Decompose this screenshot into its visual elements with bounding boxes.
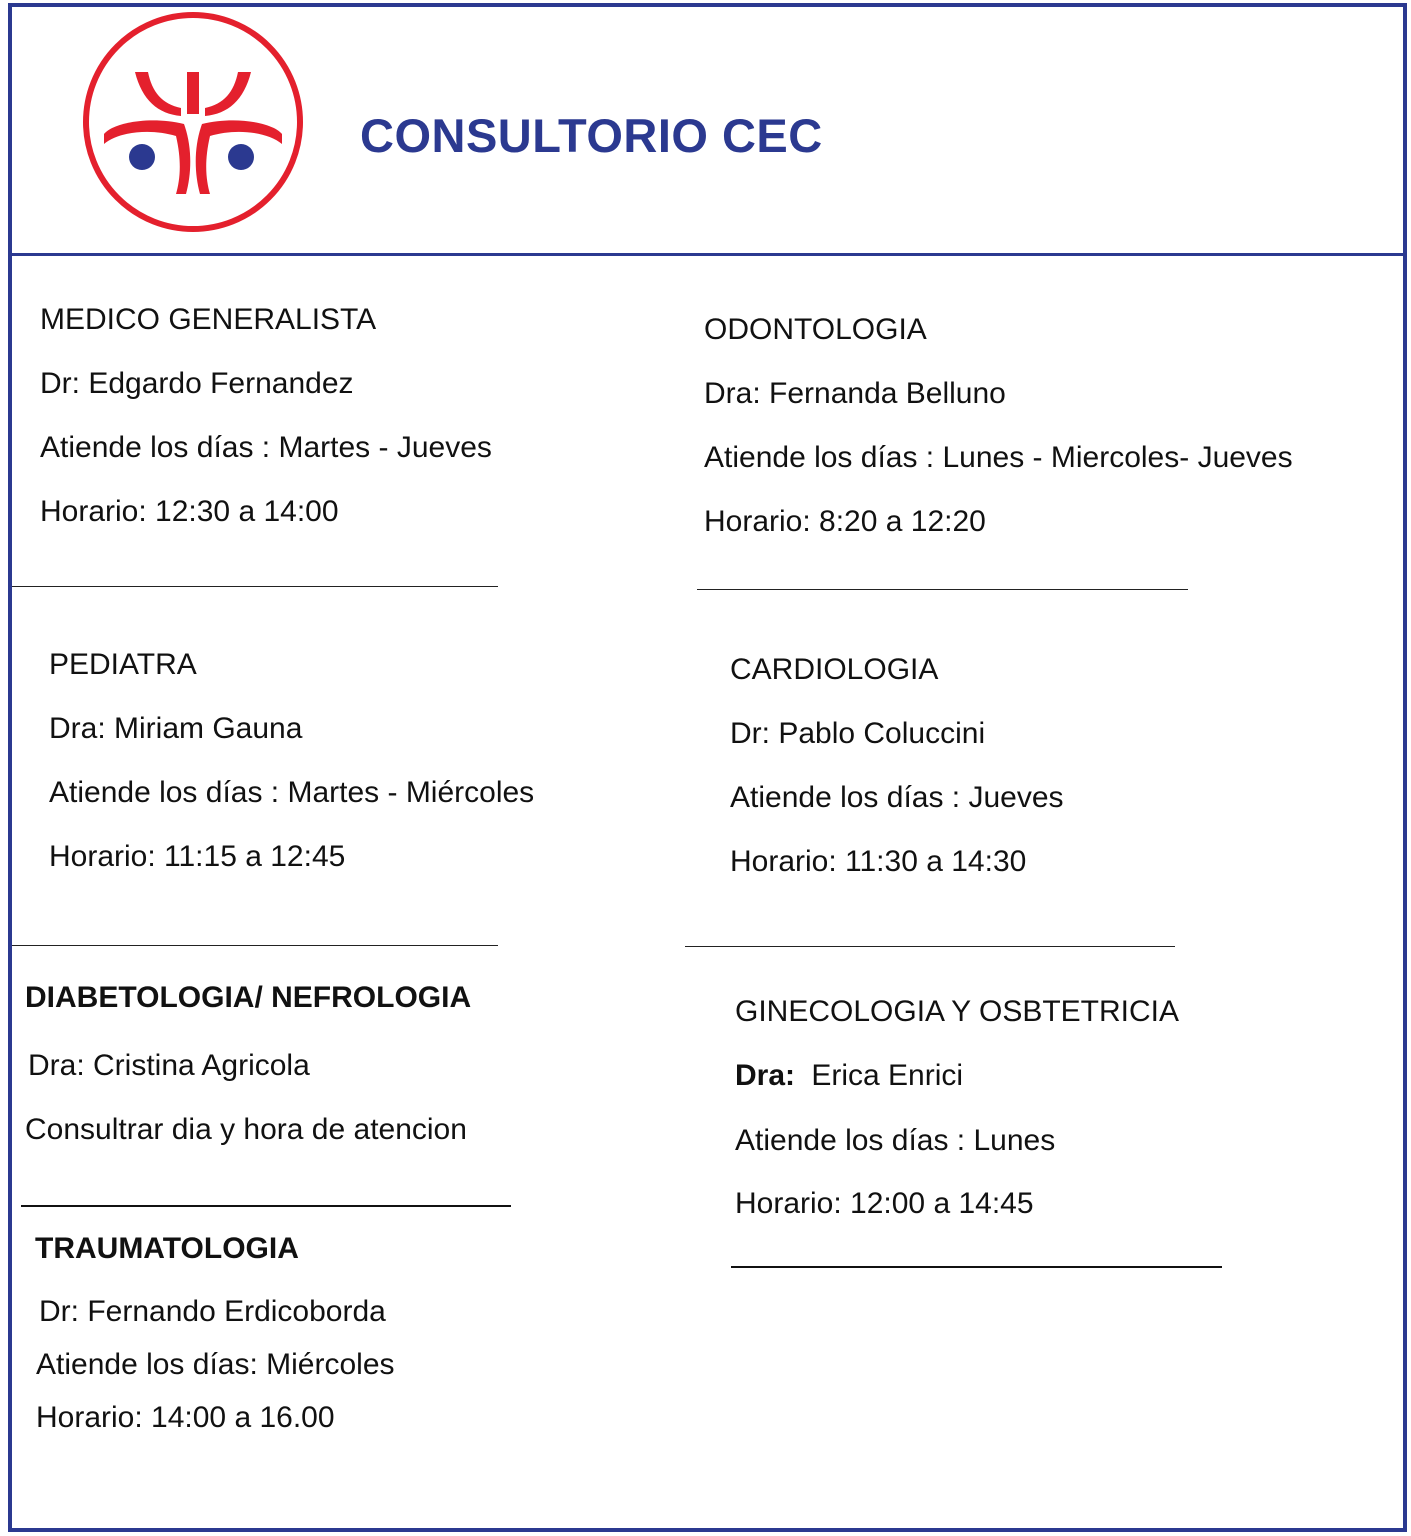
specialty-heading: MEDICO GENERALISTA bbox=[40, 303, 377, 336]
specialty-diabetologia-nefrologia bbox=[25, 981, 472, 1146]
section-divider bbox=[697, 589, 1188, 590]
doctor-name: Dra: Cristina Agricola bbox=[28, 1049, 310, 1082]
attention-days: Atiende los días : Martes - Miércoles bbox=[49, 776, 535, 809]
header-divider bbox=[8, 253, 1407, 256]
section-divider bbox=[21, 1205, 511, 1207]
schedule-hours: Horario: 8:20 a 12:20 bbox=[704, 505, 986, 538]
specialty-cardiologia bbox=[730, 653, 1064, 878]
specialty-odontologia bbox=[704, 313, 1293, 538]
doctor-name: Dra: Fernanda Belluno bbox=[704, 377, 1006, 410]
specialty-heading: DIABETOLOGIA/ NEFROLOGIA bbox=[25, 981, 472, 1014]
specialty-traumatologia bbox=[35, 1232, 395, 1434]
attention-days: Atiende los días : Lunes - Miercoles- Jueves bbox=[704, 441, 1293, 474]
specialty-heading: TRAUMATOLOGIA bbox=[35, 1232, 299, 1265]
section-divider bbox=[731, 1266, 1222, 1268]
attention-note: Consultrar dia y hora de atencion bbox=[25, 1113, 467, 1146]
doctor-name: Dr: Pablo Coluccini bbox=[730, 717, 986, 750]
section-divider bbox=[12, 586, 498, 587]
doctor-name: Dr: Fernando Erdicoborda bbox=[39, 1295, 386, 1328]
attention-days: Atiende los días : Lunes bbox=[735, 1124, 1056, 1157]
schedule-hours: Horario: 14:00 a 16.00 bbox=[36, 1401, 335, 1434]
doctor-prefix: Dra: bbox=[735, 1059, 796, 1092]
attention-days: Atiende los días: Miércoles bbox=[36, 1348, 395, 1381]
specialty-heading: ODONTOLOGIA bbox=[704, 313, 927, 346]
schedule-hours: Horario: 12:30 a 14:00 bbox=[40, 495, 339, 528]
schedule-hours: Horario: 11:15 a 12:45 bbox=[49, 840, 346, 873]
doctor-name: Dra: Miriam Gauna bbox=[49, 712, 303, 745]
page-title: CONSULTORIO CEC bbox=[360, 109, 823, 162]
doctor-name bbox=[735, 1059, 963, 1093]
cec-logo-icon bbox=[80, 12, 308, 236]
doctor-name: Dr: Edgardo Fernandez bbox=[40, 367, 354, 400]
specialty-heading: GINECOLOGIA Y OSBTETRICIA bbox=[735, 995, 1180, 1028]
schedule-hours: Horario: 11:30 a 14:30 bbox=[730, 845, 1027, 878]
specialty-pediatra bbox=[49, 648, 535, 873]
section-divider bbox=[685, 946, 1175, 947]
specialty-medico-generalista bbox=[40, 303, 492, 528]
schedule-hours: Horario: 12:00 a 14:45 bbox=[735, 1187, 1034, 1220]
specialty-ginecologia bbox=[735, 995, 1180, 1220]
attention-days: Atiende los días : Jueves bbox=[730, 781, 1064, 814]
specialty-heading: CARDIOLOGIA bbox=[730, 653, 939, 686]
attention-days: Atiende los días : Martes - Jueves bbox=[40, 431, 492, 464]
doctor-full-name: Erica Enrici bbox=[811, 1059, 964, 1092]
section-divider bbox=[12, 945, 498, 946]
specialty-heading: PEDIATRA bbox=[49, 648, 197, 681]
